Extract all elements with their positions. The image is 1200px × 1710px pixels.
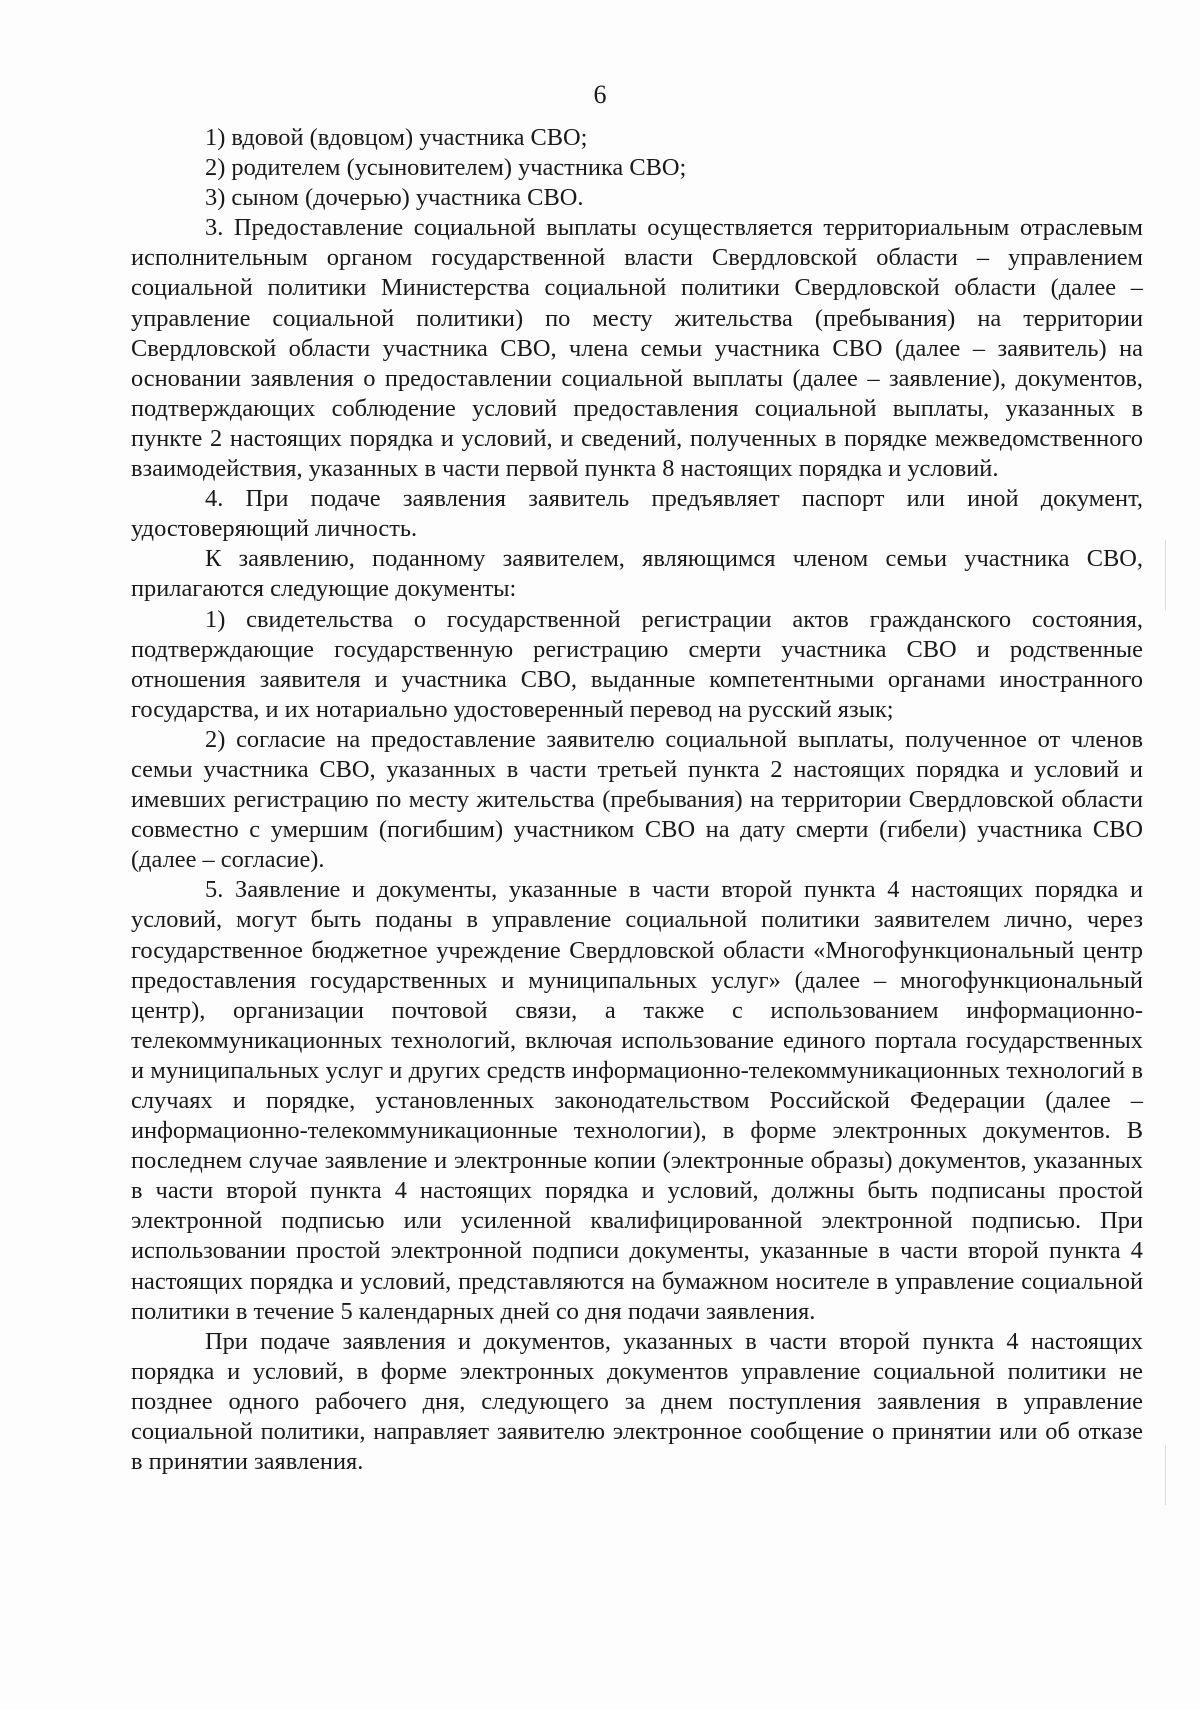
list-item-child: 3) сыном (дочерью) участника СВО.	[205, 184, 584, 212]
paragraph-3: 3. Предоставление социальной выплаты осуществляется территориальным отраслевым исполнительным органом государственной власти Свердловской области – управлением социальной политики Министерства социальной политики Свердловской области (далее – управление социальной политики) по месту жительства (пребывания) на территории Свердловской области участника СВО, члена семьи участника СВО (далее – заявитель) на основании заявления о предоставлении социальной выплаты (далее – заявление), документов, подтверждающих соблюдение условий предоставления социальной выплаты, указанных в пункте 2 настоящих порядка и условий, и сведений, полученных в порядке межведомственного взаимодействия, указанных в части первой пункта 8 настоящих порядка и условий.	[131, 214, 1143, 483]
scan-edge-mark	[1165, 1445, 1166, 1505]
paragraph-4-attachments: К заявлению, поданному заявителем, являющимся членом семьи участника СВО, прилагаются следующие документы:	[131, 545, 1143, 603]
attachment-item-2: 2) согласие на предоставление заявителю социальной выплаты, полученное от членов семьи участника СВО, указанных в части третьей пункта 2 настоящих порядка и условий и имевших регистрацию по месту жительства (пребывания) на территории Свердловской области совместно с умершим (погибшим) участником СВО на дату смерти (гибели) участника СВО (далее – согласие).	[131, 725, 1143, 874]
list-item-parent: 2) родителем (усыновителем) участника СВО;	[205, 154, 687, 182]
paragraph-5: 5. Заявление и документы, указанные в части второй пункта 4 настоящих порядка и условий, могут быть поданы в управление социальной политики заявителем лично, через государственное бюджетное учреждение Свердловской области «Многофункциональный центр предоставления государственных и муниципальных услуг» (далее – многофункциональный центр), организации почтовой связи, а также с использованием информационно-телекоммуникационных технологий, включая использование единого портала государственных и муниципальных услуг и других средств информационно-телекоммуникационных технологий в случаях и порядке, установленных законодательством Российской Федерации (далее – информационно-телекоммуникационные технологии), в форме электронных документов. В последнем случае заявление и электронные копии (электронные образы) документов, указанных в части второй пункта 4 настоящих порядка и условий, должны быть подписаны простой электронной подписью или усиленной квалифицированной электронной подписью. При использовании простой электронной подписи документы, указанные в части второй пункта 4 настоящих порядка и условий, представляются на бумажном носителе в управление социальной политики в течение 5 календарных дней со дня подачи заявления.	[131, 876, 1143, 1325]
paragraph-5-electronic: При подаче заявления и документов, указанных в части второй пункта 4 настоящих порядка и условий, в форме электронных документов управление социальной политики не позднее одного рабочего дня, следующего за днем поступления заявления в управление социальной политики, направляет заявителю электронное сообщение о принятии или об отказе в принятии заявления.	[131, 1327, 1143, 1476]
list-item-widow: 1) вдовой (вдовцом) участника СВО;	[205, 124, 588, 151]
document-body	[131, 123, 1143, 1477]
paragraph-4: 4. При подаче заявления заявитель предъявляет паспорт или иной документ, удостоверяющий личность.	[131, 485, 1143, 543]
scan-edge-mark	[1165, 540, 1166, 610]
page-number: 6	[593, 80, 607, 109]
attachment-item-1: 1) свидетельства о государственной регистрации актов гражданского состояния, подтверждающие государственную регистрацию смерти участника СВО и родственные отношения заявителя и участника СВО, выданные компетентными органами иностранного государства, и их нотариально удостоверенный перевод на русский язык;	[131, 605, 1143, 723]
